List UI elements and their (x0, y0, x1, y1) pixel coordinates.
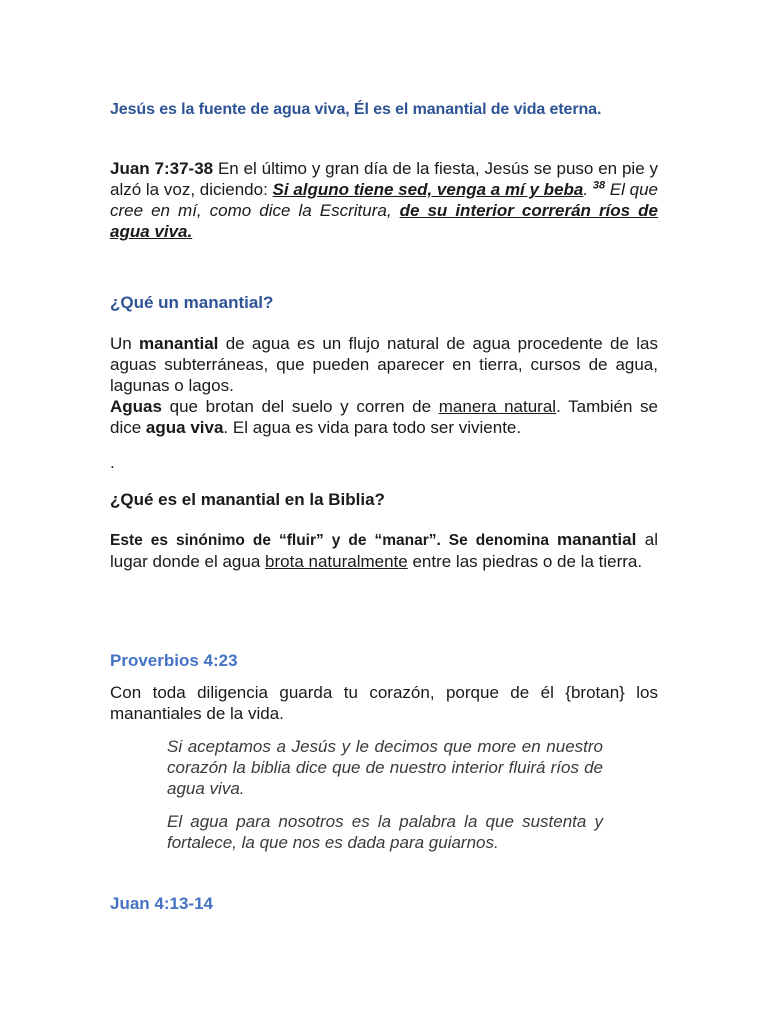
biblia-text-a: Este es sinónimo de “fluir” y de “manar”. Se denomina (110, 532, 557, 549)
manantial-definition (110, 333, 658, 438)
separator-dot: . (110, 453, 115, 472)
biblia-text-c: al lugar donde el agua (110, 530, 658, 571)
quote-paragraph-2: El agua para nosotros es la palabra la que sustenta y fortalece, la que nos es dada para guiarnos. (167, 812, 603, 852)
verse-quote-2: de su interior correrán ríos de agua viva. (110, 201, 658, 241)
verse-number: 38 (592, 179, 606, 192)
def-text-e: que brotan del suelo y corren de (161, 397, 439, 416)
verse-quote-1: Si alguno tiene sed, venga a mí y beba (272, 180, 584, 199)
verse-text-1: En el último y gran día de la fiesta, Jesús se puso en pie y alzó la voz, diciendo: (110, 159, 658, 199)
biblia-underline-brota: brota naturalmente (265, 552, 408, 571)
proverbios-reference: Proverbios 4:23 (110, 651, 238, 670)
juan-4-reference: Juan 4:13-14 (110, 894, 213, 913)
def-text-g: . También se dice (110, 397, 659, 437)
def-bold-agua-viva: agua viva (145, 418, 224, 437)
def-text-i: . El agua es vida para todo ser viviente. (223, 418, 522, 437)
heading-manantial-biblia: ¿Qué es el manantial en la Biblia? (110, 490, 385, 509)
biblia-bold-manantial: manantial (556, 530, 637, 549)
verse-text-3: El que cree en mí, como dice la Escritura, (110, 180, 659, 220)
verse-text-2: . (583, 180, 593, 199)
def-underline-manera-natural: manera natural (438, 397, 557, 416)
def-text-c: de agua es un flujo natural de agua procedente de las aguas subterráneas, que pueden aparecer en tierra, cursos de agua, lagunas o lagos. (110, 334, 658, 395)
def-bold-aguas: Aguas (110, 397, 162, 416)
heading-que-manantial: ¿Qué un manantial? (110, 293, 274, 312)
quote-paragraph-1: Si aceptamos a Jesús y le decimos que more en nuestro corazón la biblia dice que de nuestro interior fluirá ríos de agua viva. (167, 737, 603, 798)
verse-reference: Juan 7:37-38 (110, 159, 214, 178)
page-title: Jesús es la fuente de agua viva, Él es el manantial de vida eterna. (110, 101, 602, 118)
biblia-text-e: entre las piedras o de la tierra. (407, 552, 643, 571)
verse-paragraph (110, 158, 658, 242)
def-text-a: Un (110, 334, 140, 353)
biblia-paragraph (110, 529, 658, 572)
def-bold-manantial: manantial (139, 334, 219, 353)
proverbios-text: Con toda diligencia guarda tu corazón, porque de él {brotan} los manantiales de la vida. (110, 683, 658, 723)
